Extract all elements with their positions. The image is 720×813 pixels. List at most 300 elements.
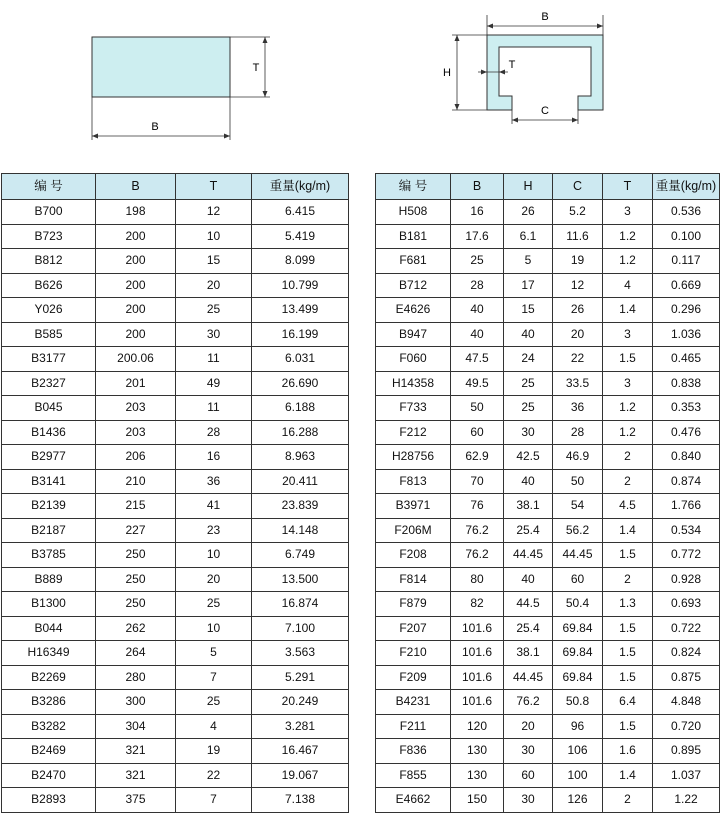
table-row <box>376 445 720 470</box>
table-cell: 30 <box>504 420 553 445</box>
table-row <box>376 739 720 764</box>
table-cell: 96 <box>553 714 603 739</box>
table-cell: 0.353 <box>653 396 720 421</box>
table-cell: 250 <box>96 543 176 568</box>
table-cell: 1.037 <box>653 763 720 788</box>
table-cell: 25 <box>176 690 252 715</box>
table-cell: 76 <box>451 494 504 519</box>
table-cell: 40 <box>504 322 553 347</box>
table-row <box>376 518 720 543</box>
table-cell: 150 <box>451 788 504 813</box>
table-cell: 200 <box>96 298 176 323</box>
part-number-cell: B045 <box>2 396 96 421</box>
table-cell: 227 <box>96 518 176 543</box>
table-row <box>376 420 720 445</box>
table-cell: 0.100 <box>653 224 720 249</box>
table-cell: 130 <box>451 739 504 764</box>
table-cell: 0.895 <box>653 739 720 764</box>
column-header: 重量(kg/m) <box>252 174 349 200</box>
table-cell: 10.799 <box>252 273 349 298</box>
table-cell: 200 <box>96 249 176 274</box>
table-row <box>2 249 349 274</box>
table-row <box>376 322 720 347</box>
flat-bar-b-label: B <box>151 121 159 133</box>
table-row <box>2 665 349 690</box>
table-cell: 46.9 <box>553 445 603 470</box>
table-row <box>2 347 349 372</box>
part-number-cell: F813 <box>376 469 451 494</box>
table-row <box>2 445 349 470</box>
table-cell: 49.5 <box>451 371 504 396</box>
table-cell: 26.690 <box>252 371 349 396</box>
table-row <box>376 641 720 666</box>
table-cell: 22 <box>553 347 603 372</box>
part-number-cell: B626 <box>2 273 96 298</box>
table-row <box>376 298 720 323</box>
table-cell: 20.411 <box>252 469 349 494</box>
part-number-cell: H508 <box>376 200 451 225</box>
part-number-cell: B181 <box>376 224 451 249</box>
table-cell: 36 <box>176 469 252 494</box>
table-cell: 2 <box>603 567 653 592</box>
table-cell: 40 <box>504 567 553 592</box>
table-cell: 7.138 <box>252 788 349 813</box>
table-cell: 4 <box>176 714 252 739</box>
table-cell: 6.031 <box>252 347 349 372</box>
part-number-cell: H14358 <box>376 371 451 396</box>
table-cell: 3.281 <box>252 714 349 739</box>
table-cell: 69.84 <box>553 665 603 690</box>
table-cell: 17.6 <box>451 224 504 249</box>
table-cell: 25 <box>504 371 553 396</box>
table-cell: 300 <box>96 690 176 715</box>
table-row <box>376 592 720 617</box>
table-cell: 1.2 <box>603 420 653 445</box>
table-cell: 38.1 <box>504 641 553 666</box>
table-cell: 28 <box>176 420 252 445</box>
part-number-cell: B2469 <box>2 739 96 764</box>
part-number-cell: B1436 <box>2 420 96 445</box>
table-cell: 44.45 <box>504 543 553 568</box>
table-cell: 60 <box>553 567 603 592</box>
table-cell: 23 <box>176 518 252 543</box>
table-cell: 49 <box>176 371 252 396</box>
table-cell: 19 <box>176 739 252 764</box>
column-header: B <box>96 174 176 200</box>
part-number-cell: H16349 <box>2 641 96 666</box>
table-cell: 264 <box>96 641 176 666</box>
table-row <box>2 200 349 225</box>
column-header: T <box>603 174 653 200</box>
table-cell: 5.291 <box>252 665 349 690</box>
table-row <box>2 494 349 519</box>
table-cell: 250 <box>96 567 176 592</box>
table-cell: 0.476 <box>653 420 720 445</box>
table-cell: 280 <box>96 665 176 690</box>
table-cell: 20 <box>553 322 603 347</box>
table-cell: 20.249 <box>252 690 349 715</box>
table-cell: 14.148 <box>252 518 349 543</box>
table-cell: 20 <box>504 714 553 739</box>
part-number-cell: B889 <box>2 567 96 592</box>
table-cell: 7 <box>176 788 252 813</box>
table-cell: 2 <box>603 445 653 470</box>
table-row <box>2 739 349 764</box>
table-cell: 70 <box>451 469 504 494</box>
table-cell: 101.6 <box>451 665 504 690</box>
part-number-cell: F208 <box>376 543 451 568</box>
table-row <box>2 518 349 543</box>
table-cell: 4.848 <box>653 690 720 715</box>
table-row <box>2 641 349 666</box>
table-cell: 42.5 <box>504 445 553 470</box>
table-cell: 1.2 <box>603 249 653 274</box>
table-cell: 250 <box>96 592 176 617</box>
flat-bar-profile <box>92 37 230 97</box>
table-cell: 11.6 <box>553 224 603 249</box>
table-cell: 30 <box>176 322 252 347</box>
table-cell: 16.288 <box>252 420 349 445</box>
table-row <box>376 273 720 298</box>
table-cell: 203 <box>96 396 176 421</box>
table-cell: 50 <box>451 396 504 421</box>
table-cell: 50.8 <box>553 690 603 715</box>
table-cell: 16 <box>451 200 504 225</box>
table-cell: 0.874 <box>653 469 720 494</box>
column-header: 重量(kg/m) <box>653 174 720 200</box>
table-row <box>2 396 349 421</box>
table-row <box>2 322 349 347</box>
table-cell: 82 <box>451 592 504 617</box>
table-cell: 16 <box>176 445 252 470</box>
table-cell: 3.563 <box>252 641 349 666</box>
table-cell: 4.5 <box>603 494 653 519</box>
table-cell: 60 <box>451 420 504 445</box>
table-cell: 76.2 <box>451 543 504 568</box>
table-cell: 44.45 <box>553 543 603 568</box>
table-cell: 200 <box>96 322 176 347</box>
flat-bar-diagram <box>92 37 270 140</box>
column-header: B <box>451 174 504 200</box>
table-cell: 8.963 <box>252 445 349 470</box>
table-cell: 41 <box>176 494 252 519</box>
table-cell: 12 <box>176 200 252 225</box>
table-header-row <box>376 174 720 200</box>
table-cell: 6.1 <box>504 224 553 249</box>
table-cell: 10 <box>176 616 252 641</box>
table-cell: 20 <box>176 567 252 592</box>
column-header: 编 号 <box>376 174 451 200</box>
part-number-cell: B712 <box>376 273 451 298</box>
table-cell: 50 <box>553 469 603 494</box>
part-number-cell: B3785 <box>2 543 96 568</box>
table-cell: 101.6 <box>451 616 504 641</box>
table-cell: 120 <box>451 714 504 739</box>
part-number-cell: F681 <box>376 249 451 274</box>
table-cell: 6.4 <box>603 690 653 715</box>
table-cell: 1.2 <box>603 396 653 421</box>
table-cell: 25 <box>176 298 252 323</box>
table-cell: 215 <box>96 494 176 519</box>
table-cell: 30 <box>504 788 553 813</box>
table-cell: 0.117 <box>653 249 720 274</box>
table-row <box>376 494 720 519</box>
part-number-cell: B044 <box>2 616 96 641</box>
table-row <box>376 616 720 641</box>
table-cell: 44.5 <box>504 592 553 617</box>
table-cell: 22 <box>176 763 252 788</box>
part-number-cell: F211 <box>376 714 451 739</box>
table-cell: 5 <box>504 249 553 274</box>
table-cell: 15 <box>176 249 252 274</box>
part-number-cell: B2470 <box>2 763 96 788</box>
channel-t-label: T <box>508 59 516 71</box>
part-number-cell: B2327 <box>2 371 96 396</box>
part-number-cell: H28756 <box>376 445 451 470</box>
table-row <box>376 665 720 690</box>
table-cell: 2 <box>603 469 653 494</box>
table-cell: 24 <box>504 347 553 372</box>
table-cell: 13.500 <box>252 567 349 592</box>
part-number-cell: F879 <box>376 592 451 617</box>
table-cell: 0.534 <box>653 518 720 543</box>
table-cell: 54 <box>553 494 603 519</box>
part-number-cell: Y026 <box>2 298 96 323</box>
table-cell: 100 <box>553 763 603 788</box>
table-cell: 1.5 <box>603 714 653 739</box>
part-number-cell: B3971 <box>376 494 451 519</box>
table-cell: 206 <box>96 445 176 470</box>
table-row <box>2 298 349 323</box>
table-cell: 20 <box>176 273 252 298</box>
part-number-cell: F836 <box>376 739 451 764</box>
channel-b-label: B <box>541 11 549 23</box>
table-cell: 76.2 <box>451 518 504 543</box>
table-cell: 203 <box>96 420 176 445</box>
part-number-cell: B3282 <box>2 714 96 739</box>
table-cell: 200.06 <box>96 347 176 372</box>
table-cell: 26 <box>504 200 553 225</box>
table-cell: 11 <box>176 396 252 421</box>
part-number-cell: B700 <box>2 200 96 225</box>
table-cell: 7 <box>176 665 252 690</box>
part-number-cell: B812 <box>2 249 96 274</box>
table-cell: 106 <box>553 739 603 764</box>
table-cell: 0.722 <box>653 616 720 641</box>
column-header: C <box>553 174 603 200</box>
table-cell: 0.824 <box>653 641 720 666</box>
table-cell: 60 <box>504 763 553 788</box>
part-number-cell: B723 <box>2 224 96 249</box>
table-cell: 15 <box>504 298 553 323</box>
table-cell: 0.296 <box>653 298 720 323</box>
table-row <box>2 592 349 617</box>
table-cell: 200 <box>96 224 176 249</box>
table-cell: 44.45 <box>504 665 553 690</box>
table-cell: 1.036 <box>653 322 720 347</box>
table-row <box>376 788 720 813</box>
table-row <box>2 714 349 739</box>
table-row <box>376 200 720 225</box>
channel-c-label: C <box>541 105 549 117</box>
profile-diagrams <box>0 0 720 170</box>
table-cell: 26 <box>553 298 603 323</box>
table-header-row <box>2 174 349 200</box>
table-cell: 69.84 <box>553 616 603 641</box>
table-cell: 1.22 <box>653 788 720 813</box>
part-number-cell: F814 <box>376 567 451 592</box>
table-row <box>2 273 349 298</box>
table-cell: 1.3 <box>603 592 653 617</box>
table-cell: 23.839 <box>252 494 349 519</box>
table-cell: 40 <box>504 469 553 494</box>
table-cell: 10 <box>176 224 252 249</box>
table-cell: 0.536 <box>653 200 720 225</box>
table-cell: 101.6 <box>451 641 504 666</box>
table-cell: 7.100 <box>252 616 349 641</box>
table-row <box>376 567 720 592</box>
table-cell: 25.4 <box>504 616 553 641</box>
table-row <box>2 567 349 592</box>
table-row <box>376 249 720 274</box>
table-cell: 198 <box>96 200 176 225</box>
table-cell: 12 <box>553 273 603 298</box>
part-number-cell: E4662 <box>376 788 451 813</box>
part-number-cell: F060 <box>376 347 451 372</box>
table-cell: 0.875 <box>653 665 720 690</box>
table-row <box>2 788 349 813</box>
table-cell: 30 <box>504 739 553 764</box>
part-number-cell: B4231 <box>376 690 451 715</box>
table-row <box>376 690 720 715</box>
table-row <box>2 616 349 641</box>
table-row <box>376 224 720 249</box>
table-cell: 5.419 <box>252 224 349 249</box>
table-cell: 3 <box>603 322 653 347</box>
part-number-cell: E4626 <box>376 298 451 323</box>
column-header: 编 号 <box>2 174 96 200</box>
table-cell: 1.2 <box>603 224 653 249</box>
table-cell: 0.693 <box>653 592 720 617</box>
column-header: T <box>176 174 252 200</box>
table-row <box>2 420 349 445</box>
table-cell: 10 <box>176 543 252 568</box>
table-row <box>2 371 349 396</box>
table-row <box>2 763 349 788</box>
table-cell: 3 <box>603 371 653 396</box>
table-cell: 1.5 <box>603 543 653 568</box>
table-cell: 1.4 <box>603 298 653 323</box>
table-row <box>2 690 349 715</box>
table-cell: 80 <box>451 567 504 592</box>
table-row <box>376 543 720 568</box>
column-header: H <box>504 174 553 200</box>
table-cell: 28 <box>553 420 603 445</box>
table-cell: 321 <box>96 739 176 764</box>
table-cell: 25 <box>176 592 252 617</box>
table-cell: 19 <box>553 249 603 274</box>
part-number-cell: F207 <box>376 616 451 641</box>
part-number-cell: F212 <box>376 420 451 445</box>
table-row <box>376 371 720 396</box>
part-number-cell: B3286 <box>2 690 96 715</box>
part-number-cell: B1300 <box>2 592 96 617</box>
table-row <box>376 763 720 788</box>
part-number-cell: B3141 <box>2 469 96 494</box>
part-number-cell: B2269 <box>2 665 96 690</box>
table-cell: 0.772 <box>653 543 720 568</box>
part-number-cell: B2139 <box>2 494 96 519</box>
table-cell: 1.4 <box>603 763 653 788</box>
part-number-cell: B2977 <box>2 445 96 470</box>
table-cell: 0.838 <box>653 371 720 396</box>
table-cell: 304 <box>96 714 176 739</box>
part-number-cell: B3177 <box>2 347 96 372</box>
table-cell: 1.766 <box>653 494 720 519</box>
table-row <box>376 347 720 372</box>
table-cell: 0.840 <box>653 445 720 470</box>
table-row <box>376 396 720 421</box>
table-cell: 25.4 <box>504 518 553 543</box>
table-cell: 6.415 <box>252 200 349 225</box>
table-cell: 50.4 <box>553 592 603 617</box>
table-cell: 76.2 <box>504 690 553 715</box>
table-cell: 1.4 <box>603 518 653 543</box>
table-cell: 0.465 <box>653 347 720 372</box>
part-number-cell: F855 <box>376 763 451 788</box>
table-cell: 321 <box>96 763 176 788</box>
table-cell: 1.5 <box>603 641 653 666</box>
table-cell: 56.2 <box>553 518 603 543</box>
table-cell: 6.188 <box>252 396 349 421</box>
channel-spec-table <box>375 173 720 813</box>
table-cell: 28 <box>451 273 504 298</box>
part-number-cell: B2893 <box>2 788 96 813</box>
table-cell: 1.5 <box>603 347 653 372</box>
table-cell: 5 <box>176 641 252 666</box>
part-number-cell: F210 <box>376 641 451 666</box>
table-cell: 126 <box>553 788 603 813</box>
table-cell: 4 <box>603 273 653 298</box>
table-cell: 200 <box>96 273 176 298</box>
table-row <box>376 714 720 739</box>
table-cell: 262 <box>96 616 176 641</box>
table-row <box>2 224 349 249</box>
table-cell: 375 <box>96 788 176 813</box>
table-cell: 38.1 <box>504 494 553 519</box>
channel-diagram <box>443 11 603 124</box>
table-cell: 13.499 <box>252 298 349 323</box>
table-cell: 69.84 <box>553 641 603 666</box>
part-number-cell: B947 <box>376 322 451 347</box>
table-cell: 2 <box>603 788 653 813</box>
flat-bar-spec-table <box>1 173 349 813</box>
table-cell: 11 <box>176 347 252 372</box>
table-cell: 8.099 <box>252 249 349 274</box>
table-cell: 19.067 <box>252 763 349 788</box>
table-cell: 0.669 <box>653 273 720 298</box>
table-row <box>2 469 349 494</box>
table-cell: 1.6 <box>603 739 653 764</box>
table-cell: 16.874 <box>252 592 349 617</box>
table-cell: 1.5 <box>603 665 653 690</box>
table-cell: 33.5 <box>553 371 603 396</box>
table-row <box>2 543 349 568</box>
table-cell: 40 <box>451 298 504 323</box>
table-cell: 6.749 <box>252 543 349 568</box>
table-cell: 16.199 <box>252 322 349 347</box>
table-cell: 101.6 <box>451 690 504 715</box>
